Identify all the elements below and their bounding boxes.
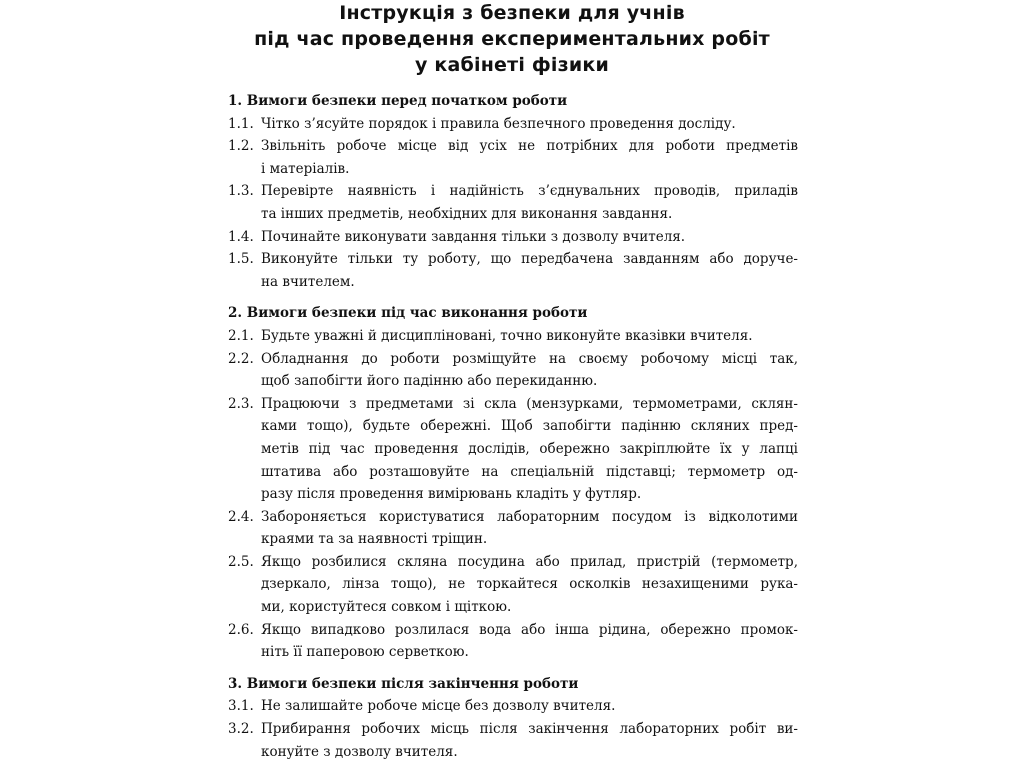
instruction-item	[228, 348, 798, 393]
item-number: 1.5.	[228, 251, 254, 268]
instruction-item	[228, 135, 798, 180]
item-number: 3.1.	[228, 698, 254, 715]
item-number: 1.4.	[228, 228, 254, 245]
item-text-line: конуйте з дозволу вчителя.	[261, 743, 458, 760]
instruction-item	[228, 718, 798, 763]
item-number: 2.2.	[228, 350, 254, 367]
item-text-line: Перевірте наявність і надійність з’єднувальних проводів, приладів	[261, 183, 798, 200]
item-text-line: ми, користуйтеся совком і щіткою.	[261, 599, 512, 616]
item-text-line: метів під час проведення дослідів, обережно закріплюйте їх у лапці	[261, 440, 798, 457]
section-1	[228, 90, 798, 293]
item-text-line: ніть її паперовою серветкою.	[261, 644, 469, 661]
instruction-item	[228, 695, 798, 718]
title-line-3: у кабінеті фізики	[415, 54, 609, 76]
item-number: 1.1.	[228, 115, 254, 132]
item-text-line: краями та за наявності тріщин.	[261, 531, 488, 548]
item-text-line: і матеріалів.	[261, 160, 350, 177]
item-number: 3.2.	[228, 721, 254, 738]
item-number: 2.4.	[228, 508, 254, 525]
item-number: 2.1.	[228, 327, 254, 344]
item-text-line: Забороняється користуватися лабораторним посудом із відколотими	[261, 508, 798, 525]
instructions-body	[228, 90, 798, 763]
item-text-line: Не залишайте робоче місце без дозволу вчителя.	[261, 698, 616, 715]
instruction-item	[228, 248, 798, 293]
item-text-line: Якщо розбилися скляна посудина або прилад, пристрій (термометр,	[261, 553, 798, 570]
item-text-line: Чітко з’ясуйте порядок і правила безпечного проведення досліду.	[261, 115, 736, 132]
page-title	[0, 0, 1024, 78]
item-text-line: щоб запобігти його падінню або перекиданню.	[261, 373, 598, 390]
item-number: 2.5.	[228, 553, 254, 570]
item-text-line: Обладнання до роботи розміщуйте на своєму робочому місці так,	[261, 350, 798, 367]
item-text-line: Працюючи з предметами зі скла (мензурками, термометрами, склян-	[261, 395, 798, 412]
item-text-line: дзеркало, лінза тощо), не торкайтеся осколків незахищеними рука-	[261, 576, 798, 593]
instruction-item	[228, 619, 798, 664]
item-text-line: Виконуйте тільки ту роботу, що передбачена завданням або доруче-	[261, 251, 798, 268]
section-heading: 2. Вимоги безпеки під час виконання роботи	[228, 305, 588, 322]
instruction-item	[228, 113, 798, 136]
instruction-item	[228, 325, 798, 348]
section-3	[228, 673, 798, 763]
item-number: 1.3.	[228, 183, 254, 200]
title-line-2: під час проведення експериментальних робіт	[254, 28, 770, 50]
instruction-item	[228, 506, 798, 551]
item-text-line: на вчителем.	[261, 273, 355, 290]
item-text-line: штатива або розташовуйте на спеціальній підставці; термометр од-	[261, 463, 798, 480]
instruction-item	[228, 226, 798, 249]
item-text-line: разу після проведення вимірювань кладіть у футляр.	[261, 486, 642, 503]
instruction-item	[228, 180, 798, 225]
item-number: 1.2.	[228, 138, 254, 155]
item-number: 2.6.	[228, 621, 254, 638]
item-text-line: Починайте виконувати завдання тільки з дозволу вчителя.	[261, 228, 686, 245]
item-number: 2.3.	[228, 395, 254, 412]
instruction-item	[228, 393, 798, 506]
item-text-line: ками тощо), будьте обережні. Щоб запобігти падінню скляних пред-	[261, 418, 798, 435]
item-text-line: Будьте уважні й дисципліновані, точно виконуйте вказівки вчителя.	[261, 327, 753, 344]
title-line-1: Інструкція з безпеки для учнів	[339, 2, 685, 24]
section-heading: 3. Вимоги безпеки після закінчення роботи	[228, 675, 579, 692]
item-text-line: та інших предметів, необхідних для виконання завдання.	[261, 205, 673, 222]
instruction-item	[228, 551, 798, 619]
section-heading: 1. Вимоги безпеки перед початком роботи	[228, 93, 568, 109]
item-text-line: Прибирання робочих місць після закінчення лабораторних робіт ви-	[261, 721, 798, 738]
item-text-line: Якщо випадково розлилася вода або інша рідина, обережно промок-	[261, 621, 798, 638]
section-2	[228, 302, 798, 664]
item-text-line: Звільніть робоче місце від усіх не потрібних для роботи предметів	[261, 138, 798, 155]
